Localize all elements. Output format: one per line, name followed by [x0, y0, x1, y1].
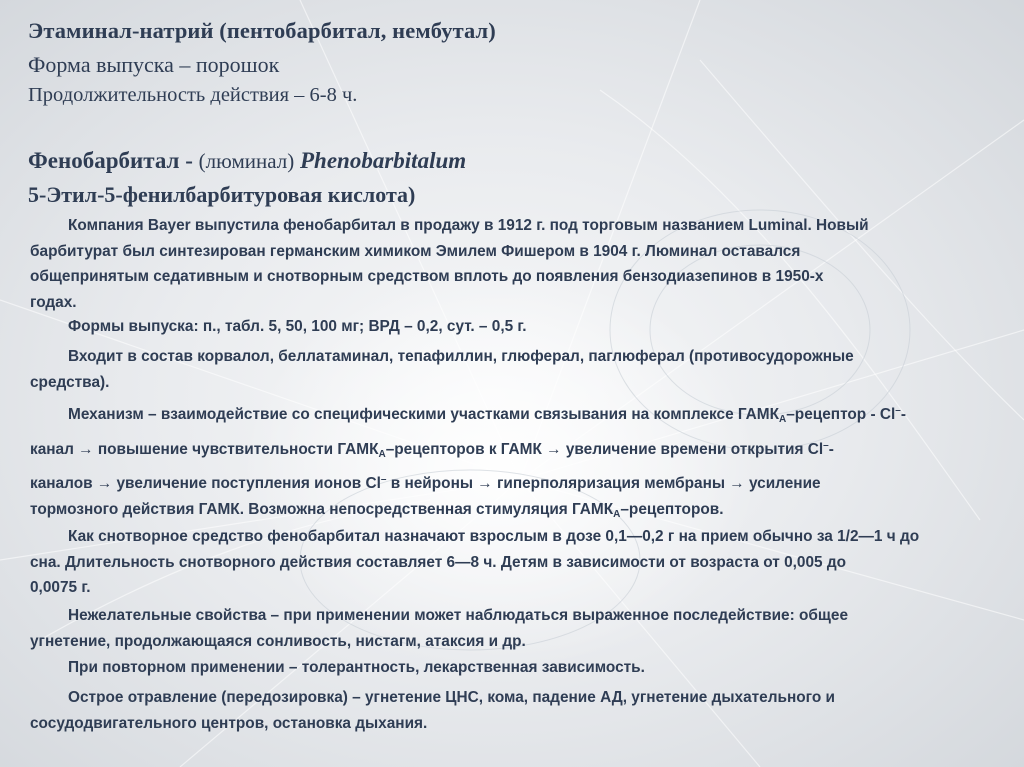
combinations-line: Входит в состав корвалол, беллатаминал, тепафиллин, глюферал, паглюферал (противосудорожные: [68, 348, 854, 365]
tolerance-paragraph: [30, 655, 1024, 681]
history-line: годах.: [30, 293, 77, 311]
history-line: Компания Bayer выпустила фенобарбитал в продажу в 1912 г. под торговым названием Luminal. Новый: [68, 217, 869, 234]
mechanism-line: каналов → увеличение поступления ионов Cl– в нейроны → гиперполяризация мембраны → усиление: [30, 474, 821, 492]
tolerance-line: При повторном применении – толерантность, лекарственная зависимость.: [68, 659, 645, 676]
side-effects-paragraph: [30, 603, 1024, 654]
history-paragraph: [30, 213, 1024, 315]
mechanism-line: тормозного действия ГАМК. Возможна непосредственная стимуляция $ГАМК_А$–рецепторов.: [30, 500, 724, 520]
duration-line: Продолжительность действия – 6-8 ч.: [28, 84, 358, 106]
drug-heading: [28, 148, 466, 174]
forms-paragraph: [30, 314, 1024, 340]
drug-name: Фенобарбитал -: [28, 148, 193, 173]
overdose-paragraph: [30, 685, 1024, 736]
mechanism-paragraph: [30, 398, 1024, 527]
history-line: общепринятым седативным и снотворным средством вплоть до появления бензодиазепинов в 1950-х: [30, 268, 824, 285]
chemical-name: 5-Этил-5-фенилбарбитуровая кислота): [28, 182, 416, 207]
forms-line: Формы выпуска: п., табл. 5, 50, 100 мг; ВРД – 0,2, сут. – 0,5 г.: [68, 318, 527, 335]
slide-title: Этаминал-натрий (пентобарбитал, нембутал): [28, 18, 496, 43]
drug-alias: (люминал): [198, 149, 295, 173]
dosage-line: Как снотворное средство фенобарбитал назначают взрослым в дозе 0,1—0,2 г на прием обычно за 1/2—1 ч до: [68, 528, 920, 545]
side-effects-line: Нежелательные свойства – при применении может наблюдаться выраженное последействие: общее: [68, 607, 849, 624]
mechanism-line: канал → повышение чувствительности $ГАМК_А$–рецепторов к ГАМК → увеличение времени открытия Cl–-: [30, 439, 834, 460]
combinations-line: средства).: [30, 373, 110, 391]
drug-latin-name: Phenobarbitalum: [300, 148, 467, 173]
overdose-line: Острое отравление (передозировка) – угнетение ЦНС, кома, падение АД, угнетение дыхательного и: [68, 689, 836, 706]
overdose-line: сосудодвигательного центров, остановка дыхания.: [30, 714, 428, 732]
release-form-line: Форма выпуска – порошок: [28, 52, 280, 77]
dosage-paragraph: [30, 524, 1024, 601]
history-line: барбитурат был синтезирован германским химиком Эмилем Фишером в 1904 г. Люминал оставался: [30, 242, 801, 260]
side-effects-line: угнетение, продолжающаяся сонливость, нистагм, атаксия и др.: [30, 632, 526, 650]
combinations-paragraph: [30, 344, 1024, 395]
dosage-line: 0,0075 г.: [30, 579, 91, 596]
mechanism-line: Механизм – взаимодействие со специфическими участками связывания на комплексе $ГАМК_А$–рецептор - Cl–-: [68, 405, 906, 425]
dosage-line: сна. Длительность снотворного действия составляет 6—8 ч. Детям в зависимости от возраста от 0,005 до: [30, 553, 847, 571]
